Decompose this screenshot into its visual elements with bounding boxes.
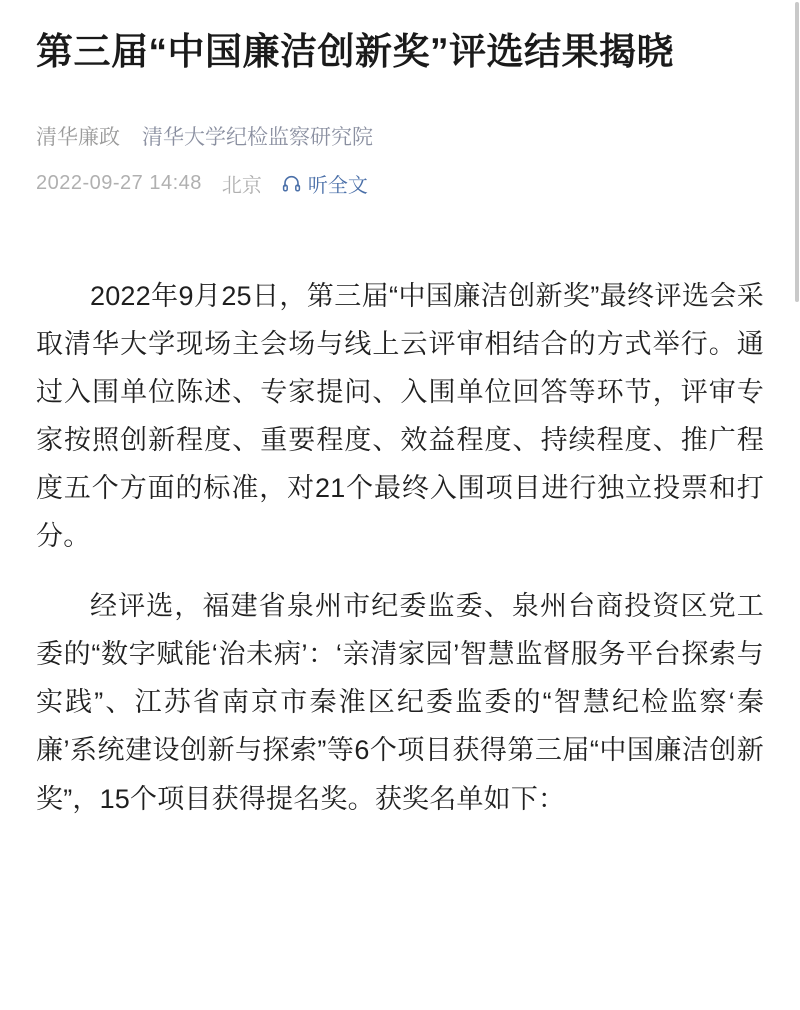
article-location: 北京 <box>221 175 262 198</box>
page-scrollbar-thumb[interactable] <box>795 2 799 302</box>
listen-full-text-button[interactable] <box>282 169 368 198</box>
listen-full-text-label: 听全文 <box>307 175 368 198</box>
article-meta-secondary <box>36 169 764 198</box>
headphone-icon <box>282 174 301 193</box>
article-meta-primary <box>36 121 764 151</box>
article-source: 清华廉政 <box>36 126 120 150</box>
article-datetime: 2022-09-27 14:48 <box>36 172 202 195</box>
article-paragraph: 经评选，福建省泉州市纪委监委、泉州台商投资区党工委的“数字赋能‘治未病’：‘亲清家园’智慧监督服务平台探索与实践”、江苏省南京市秦淮区纪委监委的“智慧纪检监察‘秦廉’系统建设创新与探索”等6个项目获得第三届“中国廉洁创新奖”，15个项目获得提名奖。获奖名单如下： <box>36 591 764 814</box>
page-title: 第三届“中国廉洁创新奖”评选结果揭晓 <box>36 31 674 72</box>
article-body <box>36 272 764 823</box>
article-paragraph: 2022年9月25日，第三届“中国廉洁创新奖”最终评选会采取清华大学现场主会场与线上云评审相结合的方式举行。通过入围单位陈述、专家提问、入围单位回答等环节，评审专家按照创新程度、重要程度、效益程度、持续程度、推广程度五个方面的标准，对21个最终入围项目进行独立投票和打分。 <box>36 281 764 552</box>
page-scrollbar[interactable] <box>795 0 800 1010</box>
article-organization[interactable]: 清华大学纪检监察研究院 <box>142 126 373 150</box>
